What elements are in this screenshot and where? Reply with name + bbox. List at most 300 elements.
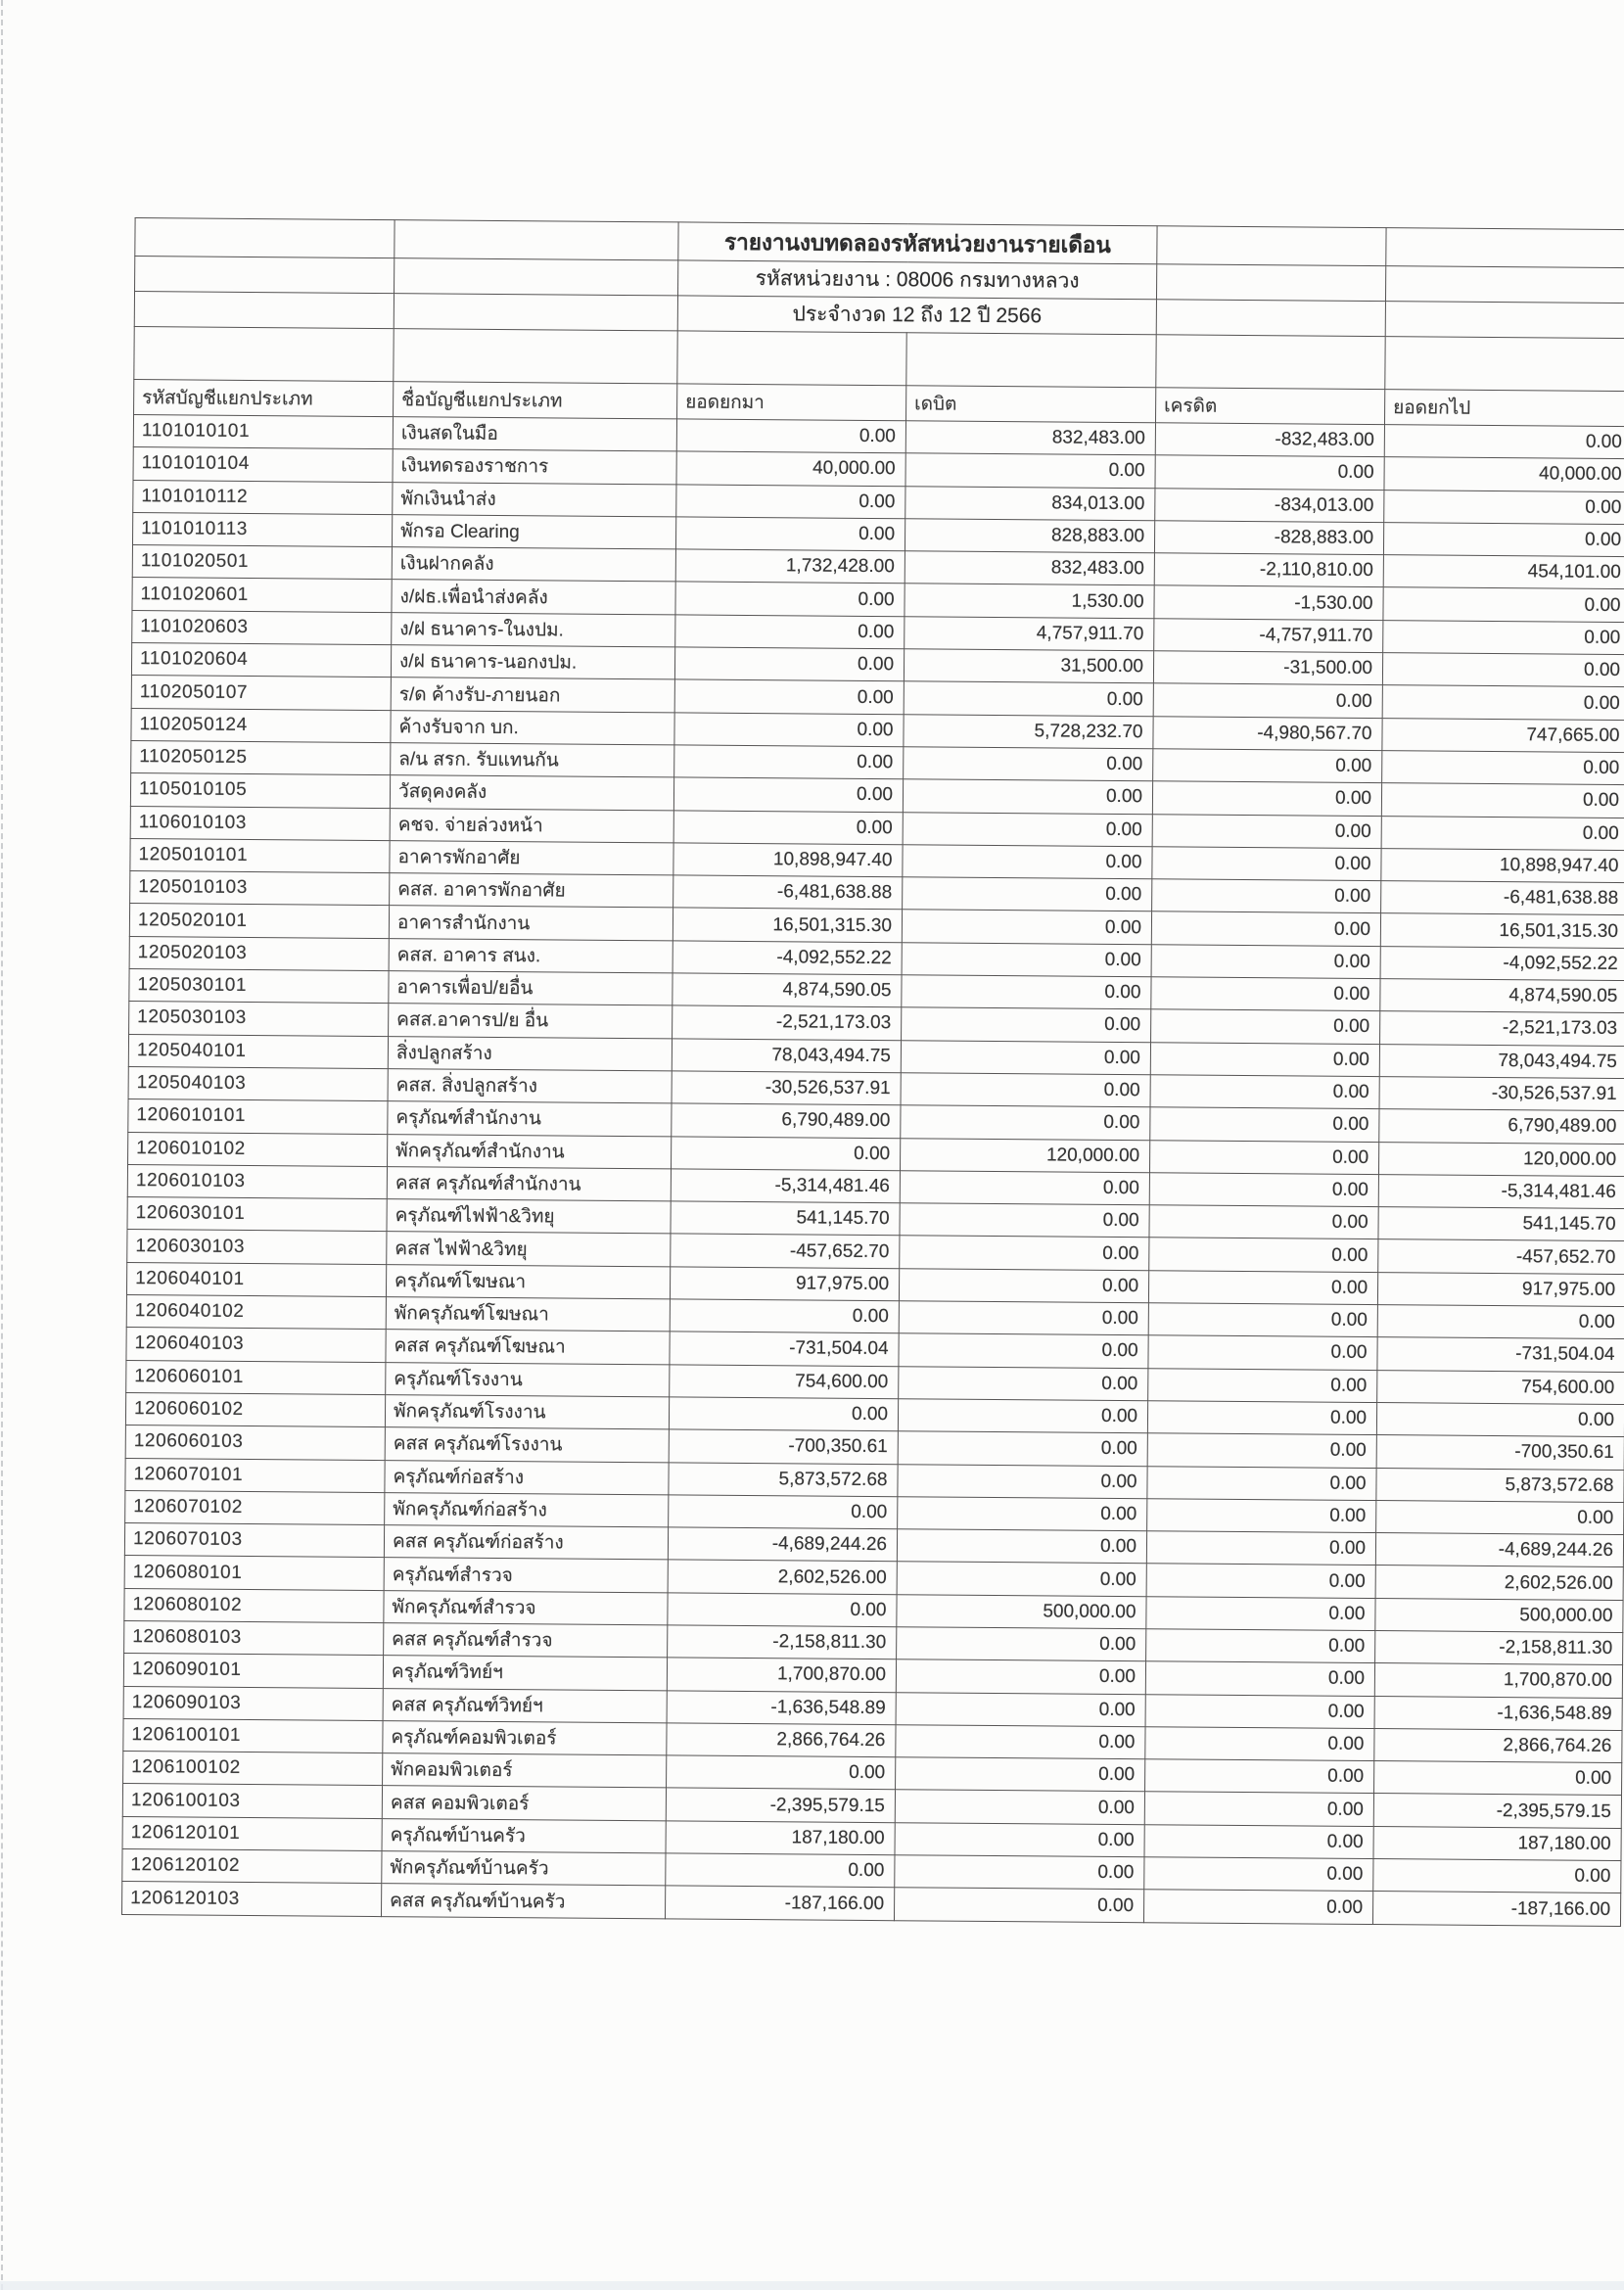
beginning-balance-cell: 0.00 [675, 582, 905, 616]
account-name-cell: ครุภัณฑ์ก่อสร้าง [385, 1460, 669, 1495]
column-header-account-code: รหัสบัญชีแยกประเภท [134, 380, 394, 417]
debit-cell: 0.00 [895, 1790, 1144, 1824]
account-name-cell: คสส ครุภัณฑ์สำรวจ [384, 1623, 668, 1659]
account-code-cell: 1206010101 [128, 1099, 388, 1134]
account-name-cell: ครุภัณฑ์วิทย์ฯ [383, 1656, 667, 1691]
account-name-cell: คสส คอมพิวเตอร์ [382, 1786, 666, 1821]
ending-balance-cell: 500,000.00 [1375, 1598, 1623, 1632]
debit-cell: 0.00 [904, 747, 1153, 781]
debit-cell: 4,757,911.70 [905, 617, 1154, 651]
account-name-cell: พักเงินนำส่ง [393, 482, 676, 517]
account-name-cell: ครุภัณฑ์คอมพิวเตอร์ [383, 1720, 667, 1755]
account-name-cell: เงินทดรองราชการ [393, 449, 676, 485]
account-code-cell: 1206060102 [125, 1392, 385, 1426]
account-name-cell: คสส ครุภัณฑ์บ้านครัว [381, 1884, 665, 1919]
debit-cell: 0.00 [902, 975, 1151, 1009]
scan-edge-bottom-artifact [0, 2281, 1624, 2290]
debit-cell: 0.00 [898, 1399, 1147, 1433]
account-name-cell: ครุภัณฑ์บ้านครัว [382, 1818, 666, 1853]
debit-cell: 0.00 [899, 1366, 1148, 1400]
debit-cell: 0.00 [898, 1497, 1147, 1531]
credit-cell: -828,883.00 [1154, 521, 1383, 555]
debit-cell: 0.00 [902, 910, 1151, 944]
ending-balance-cell: 0.00 [1381, 783, 1624, 818]
credit-cell: 0.00 [1148, 1270, 1377, 1304]
empty-cell [134, 292, 394, 329]
debit-cell: 0.00 [897, 1529, 1146, 1564]
account-name-cell: ร/ด ค้างรับ-ภายนอก [391, 678, 674, 713]
credit-cell: 0.00 [1152, 781, 1381, 816]
beginning-balance-cell: -700,350.61 [669, 1429, 898, 1464]
beginning-balance-cell: 10,898,947.40 [673, 843, 903, 877]
account-name-cell: คสส ครุภัณฑ์ก่อสร้าง [384, 1525, 668, 1561]
account-name-cell: คสส. อาคาร สนง. [389, 938, 673, 973]
account-code-cell: 1101010113 [132, 512, 392, 546]
scan-edge-left-artifact [1, 0, 3, 2290]
credit-cell: 0.00 [1150, 1075, 1379, 1109]
ending-balance-cell: 0.00 [1382, 653, 1624, 687]
account-name-cell: ครุภัณฑ์สำนักงาน [388, 1101, 672, 1137]
beginning-balance-cell: 0.00 [675, 615, 905, 649]
ending-balance-cell: 2,602,526.00 [1375, 1566, 1623, 1600]
account-code-cell: 1205040101 [128, 1034, 388, 1068]
credit-cell: 0.00 [1150, 1107, 1379, 1142]
credit-cell: 0.00 [1148, 1303, 1377, 1337]
ending-balance-cell: -187,166.00 [1372, 1892, 1620, 1926]
empty-cell [1386, 228, 1624, 268]
account-code-cell: 1101020603 [132, 610, 392, 644]
account-name-cell: พักรอ Clearing [392, 515, 675, 550]
beginning-balance-cell: 0.00 [673, 777, 903, 812]
empty-cell [134, 327, 394, 382]
account-code-cell: 1206060101 [126, 1360, 386, 1394]
ending-balance-cell: -731,504.04 [1377, 1337, 1624, 1372]
ending-balance-cell: -2,158,811.30 [1375, 1631, 1623, 1665]
beginning-balance-cell: -731,504.04 [670, 1332, 899, 1366]
credit-cell: 0.00 [1151, 1009, 1380, 1044]
account-name-cell: อาคารเพื่อป/ยอื่น [389, 971, 673, 1006]
ending-balance-cell: 0.00 [1382, 751, 1624, 785]
account-code-cell: 1206030103 [127, 1230, 387, 1264]
account-code-cell: 1206040101 [126, 1262, 386, 1296]
ending-balance-cell: 747,665.00 [1382, 718, 1624, 752]
table-body [122, 415, 1624, 1927]
ending-balance-cell: -5,314,481.46 [1378, 1174, 1624, 1208]
account-name-cell: ครุภัณฑ์โฆษณา [386, 1264, 670, 1299]
beginning-balance-cell: 0.00 [673, 810, 903, 844]
beginning-balance-cell: -2,521,173.03 [673, 1005, 902, 1040]
account-name-cell: สิ่งปลูกสร้าง [388, 1036, 672, 1071]
credit-cell: 0.00 [1144, 1857, 1373, 1892]
empty-cell [394, 329, 677, 384]
beginning-balance-cell: 6,790,489.00 [672, 1103, 901, 1138]
empty-cell [394, 294, 677, 331]
debit-cell: 0.00 [897, 1627, 1146, 1661]
debit-cell: 0.00 [895, 1822, 1144, 1856]
empty-cell [394, 258, 678, 296]
empty-cell [677, 331, 906, 386]
beginning-balance-cell: 0.00 [674, 679, 904, 714]
account-code-cell: 1205030101 [129, 969, 389, 1004]
ending-balance-cell: 541,145.70 [1378, 1207, 1624, 1241]
debit-cell: 0.00 [901, 1073, 1150, 1107]
debit-cell: 5,728,232.70 [904, 714, 1153, 748]
ending-balance-cell: 0.00 [1383, 587, 1624, 622]
beginning-balance-cell: 0.00 [668, 1593, 897, 1627]
account-code-cell: 1206070102 [125, 1490, 385, 1524]
debit-cell: 834,013.00 [905, 486, 1155, 520]
account-code-cell: 1206100103 [122, 1784, 382, 1818]
account-code-cell: 1206010102 [128, 1132, 388, 1166]
account-name-cell: อาคารพักอาศัย [390, 840, 673, 875]
account-name-cell: คชจ. จ่ายล่วงหน้า [390, 808, 673, 843]
debit-cell: 0.00 [900, 1203, 1149, 1238]
ending-balance-cell: 40,000.00 [1384, 457, 1624, 491]
beginning-balance-cell: -1,636,548.89 [667, 1690, 896, 1724]
debit-cell: 0.00 [896, 1692, 1145, 1726]
account-name-cell: ครุภัณฑ์โรงงาน [386, 1362, 670, 1397]
account-name-cell: พักครุภัณฑ์โรงงาน [385, 1395, 669, 1430]
empty-cell [1385, 302, 1624, 339]
account-code-cell: 1205020103 [129, 936, 389, 970]
account-code-cell: 1205010103 [130, 871, 390, 906]
ending-balance-cell: 0.00 [1374, 1761, 1622, 1796]
account-code-cell: 1102050125 [131, 741, 391, 775]
credit-cell: -4,757,911.70 [1154, 619, 1383, 653]
account-name-cell: ง/ฝ ธนาคาร-นอกงปม. [391, 645, 674, 680]
credit-cell: 0.00 [1145, 1759, 1374, 1794]
debit-cell: 0.00 [896, 1725, 1145, 1759]
column-header-ending-balance: ยอดยกไป [1384, 390, 1624, 427]
trial-balance-table [121, 217, 1624, 1927]
credit-cell: 0.00 [1145, 1727, 1374, 1761]
account-name-cell: คสส ครุภัณฑ์โฆษณา [386, 1330, 670, 1365]
account-code-cell: 1206100101 [123, 1718, 383, 1753]
credit-cell: 0.00 [1145, 1694, 1374, 1728]
account-code-cell: 1101010104 [133, 447, 393, 482]
account-name-cell: คสส. สิ่งปลูกสร้าง [388, 1069, 672, 1104]
debit-cell: 0.00 [904, 681, 1153, 716]
ending-balance-cell: 0.00 [1376, 1500, 1624, 1534]
beginning-balance-cell: -187,166.00 [665, 1886, 894, 1920]
beginning-balance-cell: 0.00 [676, 485, 905, 519]
ending-balance-cell: 187,180.00 [1373, 1826, 1621, 1860]
account-name-cell: วัสดุคงคลัง [390, 775, 673, 811]
account-code-cell: 1205030103 [129, 1002, 389, 1036]
debit-cell: 832,483.00 [905, 551, 1154, 585]
account-name-cell: คสส ครุภัณฑ์โรงงาน [385, 1427, 669, 1463]
account-name-cell: คสส ครุภัณฑ์สำนักงาน [387, 1166, 671, 1201]
ending-balance-cell: 754,600.00 [1377, 1370, 1624, 1404]
account-code-cell: 1206010103 [127, 1164, 387, 1198]
beginning-balance-cell: 917,975.00 [670, 1267, 899, 1301]
account-name-cell: พักครุภัณฑ์ก่อสร้าง [385, 1492, 669, 1527]
credit-cell: 0.00 [1149, 1173, 1378, 1207]
credit-cell: 0.00 [1152, 879, 1381, 913]
account-name-cell: ค้างรับจาก บก. [391, 710, 674, 745]
credit-cell: 0.00 [1152, 847, 1381, 881]
account-code-cell: 1101020601 [132, 578, 392, 612]
credit-cell: 0.00 [1147, 1401, 1376, 1435]
report-unit-line: รหัสหน่วยงาน : 08006 กรมทางหลวง [678, 260, 1157, 300]
ending-balance-cell: 0.00 [1376, 1402, 1624, 1436]
account-name-cell: ล/น สรก. รับแทนกัน [391, 743, 674, 778]
ending-balance-cell: 0.00 [1377, 1305, 1624, 1339]
account-name-cell: ครุภัณฑ์สำรวจ [384, 1558, 668, 1593]
credit-cell: 0.00 [1146, 1531, 1375, 1566]
report-title: รายงานงบทดลองรหัสหน่วยงานรายเดือน [678, 222, 1157, 264]
ending-balance-cell: 917,975.00 [1377, 1272, 1624, 1306]
account-name-cell: ครุภัณฑ์ไฟฟ้า&วิทยุ [387, 1199, 671, 1235]
debit-cell: 832,483.00 [905, 421, 1155, 455]
beginning-balance-cell: 0.00 [675, 517, 905, 551]
debit-cell: 500,000.00 [897, 1594, 1146, 1628]
account-code-cell: 1206030101 [127, 1197, 387, 1232]
account-name-cell: คสส ครุภัณฑ์วิทย์ฯ [383, 1688, 667, 1723]
account-name-cell: พักครุภัณฑ์บ้านครัว [382, 1851, 666, 1887]
account-code-cell: 1105010105 [130, 773, 390, 808]
account-code-cell: 1101020604 [131, 643, 391, 678]
beginning-balance-cell: -457,652.70 [671, 1234, 900, 1268]
account-code-cell: 1106010103 [130, 806, 390, 840]
credit-cell: 0.00 [1149, 1205, 1378, 1239]
beginning-balance-cell: 0.00 [672, 1136, 901, 1170]
debit-cell: 0.00 [895, 1855, 1144, 1890]
account-code-cell: 1206080103 [124, 1620, 384, 1655]
credit-cell: -4,980,567.70 [1153, 716, 1382, 750]
debit-cell: 828,883.00 [905, 519, 1154, 553]
debit-cell: 0.00 [897, 1562, 1146, 1596]
account-code-cell: 1206120103 [122, 1882, 382, 1916]
credit-cell: -832,483.00 [1155, 423, 1384, 457]
account-code-cell: 1102050107 [131, 676, 391, 710]
beginning-balance-cell: 0.00 [674, 713, 904, 747]
ending-balance-cell: 120,000.00 [1378, 1142, 1624, 1176]
ending-balance-cell: 16,501,315.30 [1380, 913, 1624, 948]
credit-cell: -834,013.00 [1155, 488, 1384, 522]
debit-cell: 0.00 [898, 1464, 1147, 1498]
beginning-balance-cell: 1,700,870.00 [667, 1658, 896, 1692]
account-name-cell: อาคารสำนักงาน [389, 906, 673, 941]
ending-balance-cell: -2,395,579.15 [1373, 1794, 1621, 1828]
ending-balance-cell: 0.00 [1383, 620, 1624, 654]
ending-balance-cell: 0.00 [1384, 425, 1624, 459]
beginning-balance-cell: 0.00 [669, 1495, 898, 1529]
credit-cell: 0.00 [1148, 1335, 1377, 1370]
ending-balance-cell: 4,874,590.05 [1380, 979, 1624, 1013]
beginning-balance-cell: 0.00 [669, 1397, 898, 1431]
credit-cell: 0.00 [1148, 1368, 1377, 1402]
debit-cell: 1,530.00 [905, 584, 1154, 618]
ending-balance-cell: -1,636,548.89 [1374, 1696, 1622, 1730]
beginning-balance-cell: -2,158,811.30 [668, 1625, 897, 1659]
column-header-account-name: ชื่อบัญชีแยกประเภท [394, 382, 677, 419]
credit-cell: 0.00 [1151, 911, 1380, 946]
credit-cell: 0.00 [1145, 1661, 1374, 1696]
debit-cell: 0.00 [903, 812, 1152, 846]
ending-balance-cell: -4,092,552.22 [1380, 946, 1624, 980]
debit-cell: 120,000.00 [900, 1138, 1149, 1172]
ending-balance-cell: 10,898,947.40 [1381, 848, 1624, 882]
credit-cell: 0.00 [1144, 1792, 1373, 1826]
ending-balance-cell: 0.00 [1383, 522, 1624, 556]
beginning-balance-cell: 541,145.70 [671, 1201, 900, 1236]
account-code-cell: 1206100102 [123, 1752, 383, 1786]
debit-cell: 0.00 [900, 1171, 1149, 1205]
debit-cell: 0.00 [901, 1105, 1150, 1140]
ending-balance-cell: 5,873,572.68 [1376, 1468, 1624, 1502]
account-code-cell: 1206070103 [124, 1523, 384, 1558]
debit-cell: 0.00 [903, 877, 1152, 911]
credit-cell: 0.00 [1153, 683, 1382, 718]
beginning-balance-cell: 4,874,590.05 [673, 973, 902, 1007]
account-name-cell: ง/ฝ ธนาคาร-ในงปม. [392, 612, 675, 647]
account-name-cell: ง/ฝธ.เพื่อนำส่งคลัง [392, 580, 675, 615]
empty-cell [1156, 264, 1385, 302]
account-name-cell: พักคอมพิวเตอร์ [383, 1753, 667, 1789]
beginning-balance-cell: 0.00 [667, 1755, 896, 1790]
debit-cell: 0.00 [903, 845, 1152, 879]
account-name-cell: เงินสดในมือ [393, 417, 676, 452]
debit-cell: 0.00 [901, 1040, 1150, 1074]
credit-cell: 0.00 [1150, 1042, 1379, 1076]
credit-cell: 0.00 [1152, 814, 1381, 848]
credit-cell: -31,500.00 [1153, 651, 1382, 685]
credit-cell: 0.00 [1143, 1890, 1372, 1924]
debit-cell: 31,500.00 [904, 649, 1153, 683]
account-name-cell: คสส. อาคารพักอาศัย [390, 873, 673, 909]
beginning-balance-cell: -2,395,579.15 [666, 1788, 895, 1822]
ending-balance-cell: 0.00 [1384, 490, 1624, 524]
empty-cell [1385, 337, 1624, 392]
account-code-cell: 1101010112 [133, 480, 393, 514]
debit-cell: 0.00 [894, 1888, 1143, 1922]
beginning-balance-cell: -5,314,481.46 [671, 1169, 900, 1203]
beginning-balance-cell: 754,600.00 [670, 1364, 899, 1398]
beginning-balance-cell: 16,501,315.30 [673, 908, 902, 942]
column-header-credit: เครดิต [1156, 388, 1385, 425]
debit-cell: 0.00 [896, 1757, 1145, 1792]
empty-cell [135, 218, 394, 258]
beginning-balance-cell: 0.00 [674, 647, 904, 681]
beginning-balance-cell: 78,043,494.75 [672, 1039, 901, 1073]
account-name-cell: พักครุภัณฑ์สำรวจ [384, 1590, 668, 1625]
debit-cell: 0.00 [896, 1659, 1145, 1694]
account-code-cell: 1206060103 [125, 1425, 385, 1460]
debit-cell: 0.00 [900, 1236, 1149, 1270]
beginning-balance-cell: 0.00 [674, 745, 904, 779]
beginning-balance-cell: -4,092,552.22 [673, 941, 902, 975]
beginning-balance-cell: 2,866,764.26 [667, 1723, 896, 1757]
credit-cell: 0.00 [1144, 1824, 1373, 1858]
credit-cell: 0.00 [1146, 1596, 1375, 1630]
credit-cell: 0.00 [1149, 1140, 1378, 1174]
credit-cell: 0.00 [1151, 944, 1380, 978]
ending-balance-cell: -457,652.70 [1378, 1239, 1624, 1274]
credit-cell: 0.00 [1151, 977, 1380, 1011]
account-name-cell: พักครุภัณฑ์โฆษณา [386, 1297, 670, 1332]
ending-balance-cell: -6,481,638.88 [1381, 881, 1624, 915]
debit-cell: 0.00 [899, 1268, 1148, 1302]
empty-cell [1157, 226, 1386, 266]
account-code-cell: 1205020101 [129, 904, 389, 938]
account-code-cell: 1102050124 [131, 708, 391, 742]
debit-cell: 0.00 [899, 1301, 1148, 1335]
beginning-balance-cell: 40,000.00 [676, 451, 905, 486]
credit-cell: 0.00 [1146, 1564, 1375, 1598]
beginning-balance-cell: 5,873,572.68 [669, 1462, 898, 1496]
debit-cell: 0.00 [903, 779, 1152, 814]
account-name-cell: พักครุภัณฑ์สำนักงาน [388, 1134, 672, 1169]
beginning-balance-cell: -6,481,638.88 [673, 875, 903, 910]
empty-cell [1156, 300, 1385, 337]
empty-cell [906, 333, 1156, 388]
ending-balance-cell: -2,521,173.03 [1380, 1011, 1624, 1046]
ending-balance-cell: -4,689,244.26 [1375, 1533, 1623, 1567]
report-period-line: ประจำงวด 12 ถึง 12 ปี 2566 [677, 296, 1156, 335]
beginning-balance-cell: 0.00 [670, 1299, 899, 1333]
account-code-cell: 1206040103 [126, 1328, 386, 1362]
credit-cell: 0.00 [1155, 455, 1384, 490]
account-code-cell: 1205040103 [128, 1066, 388, 1100]
account-name-cell: คสส ไฟฟ้า&วิทยุ [387, 1232, 671, 1267]
ending-balance-cell: 0.00 [1381, 816, 1624, 850]
trial-balance-sheet [121, 217, 1624, 1927]
credit-cell: -2,110,810.00 [1154, 553, 1383, 587]
account-code-cell: 1206120101 [122, 1816, 382, 1850]
account-code-cell: 1101010101 [133, 415, 393, 449]
account-code-cell: 1206090103 [123, 1686, 383, 1720]
credit-cell: 0.00 [1147, 1499, 1376, 1533]
beginning-balance-cell: -30,526,537.91 [672, 1071, 901, 1105]
column-header-debit: เดบิต [906, 386, 1156, 423]
debit-cell: 0.00 [902, 1007, 1151, 1042]
empty-cell [135, 257, 394, 294]
account-code-cell: 1205010101 [130, 838, 390, 872]
ending-balance-cell: 78,043,494.75 [1379, 1044, 1624, 1078]
credit-cell: 0.00 [1147, 1466, 1376, 1500]
beginning-balance-cell: 0.00 [676, 419, 905, 453]
ending-balance-cell: -700,350.61 [1376, 1435, 1624, 1470]
beginning-balance-cell: -4,689,244.26 [668, 1527, 897, 1562]
beginning-balance-cell: 187,180.00 [666, 1821, 895, 1855]
debit-cell: 0.00 [898, 1431, 1147, 1466]
account-name-cell: คสส.อาคารป/ย อื่น [389, 1004, 673, 1039]
credit-cell: 0.00 [1149, 1238, 1378, 1272]
credit-cell: 0.00 [1147, 1433, 1376, 1468]
account-code-cell: 1206070101 [125, 1458, 385, 1492]
empty-cell [394, 220, 678, 260]
ending-balance-cell: 2,866,764.26 [1374, 1728, 1622, 1762]
account-name-cell: เงินฝากคลัง [392, 547, 675, 583]
credit-cell: 0.00 [1153, 749, 1382, 783]
debit-cell: 0.00 [902, 942, 1151, 976]
ending-balance-cell: 454,101.00 [1383, 555, 1624, 589]
account-code-cell: 1206080101 [124, 1556, 384, 1590]
account-code-cell: 1206040102 [126, 1295, 386, 1330]
ending-balance-cell: 6,790,489.00 [1379, 1109, 1624, 1144]
credit-cell: 0.00 [1146, 1629, 1375, 1663]
empty-cell [1385, 266, 1624, 304]
beginning-balance-cell: 1,732,428.00 [675, 549, 905, 584]
empty-cell [1156, 335, 1385, 390]
ending-balance-cell: -30,526,537.91 [1379, 1077, 1624, 1111]
ending-balance-cell: 1,700,870.00 [1374, 1663, 1622, 1698]
debit-cell: 0.00 [905, 453, 1155, 488]
credit-cell: -1,530.00 [1154, 585, 1383, 620]
beginning-balance-cell: 2,602,526.00 [668, 1560, 897, 1594]
account-code-cell: 1101020501 [132, 545, 392, 580]
